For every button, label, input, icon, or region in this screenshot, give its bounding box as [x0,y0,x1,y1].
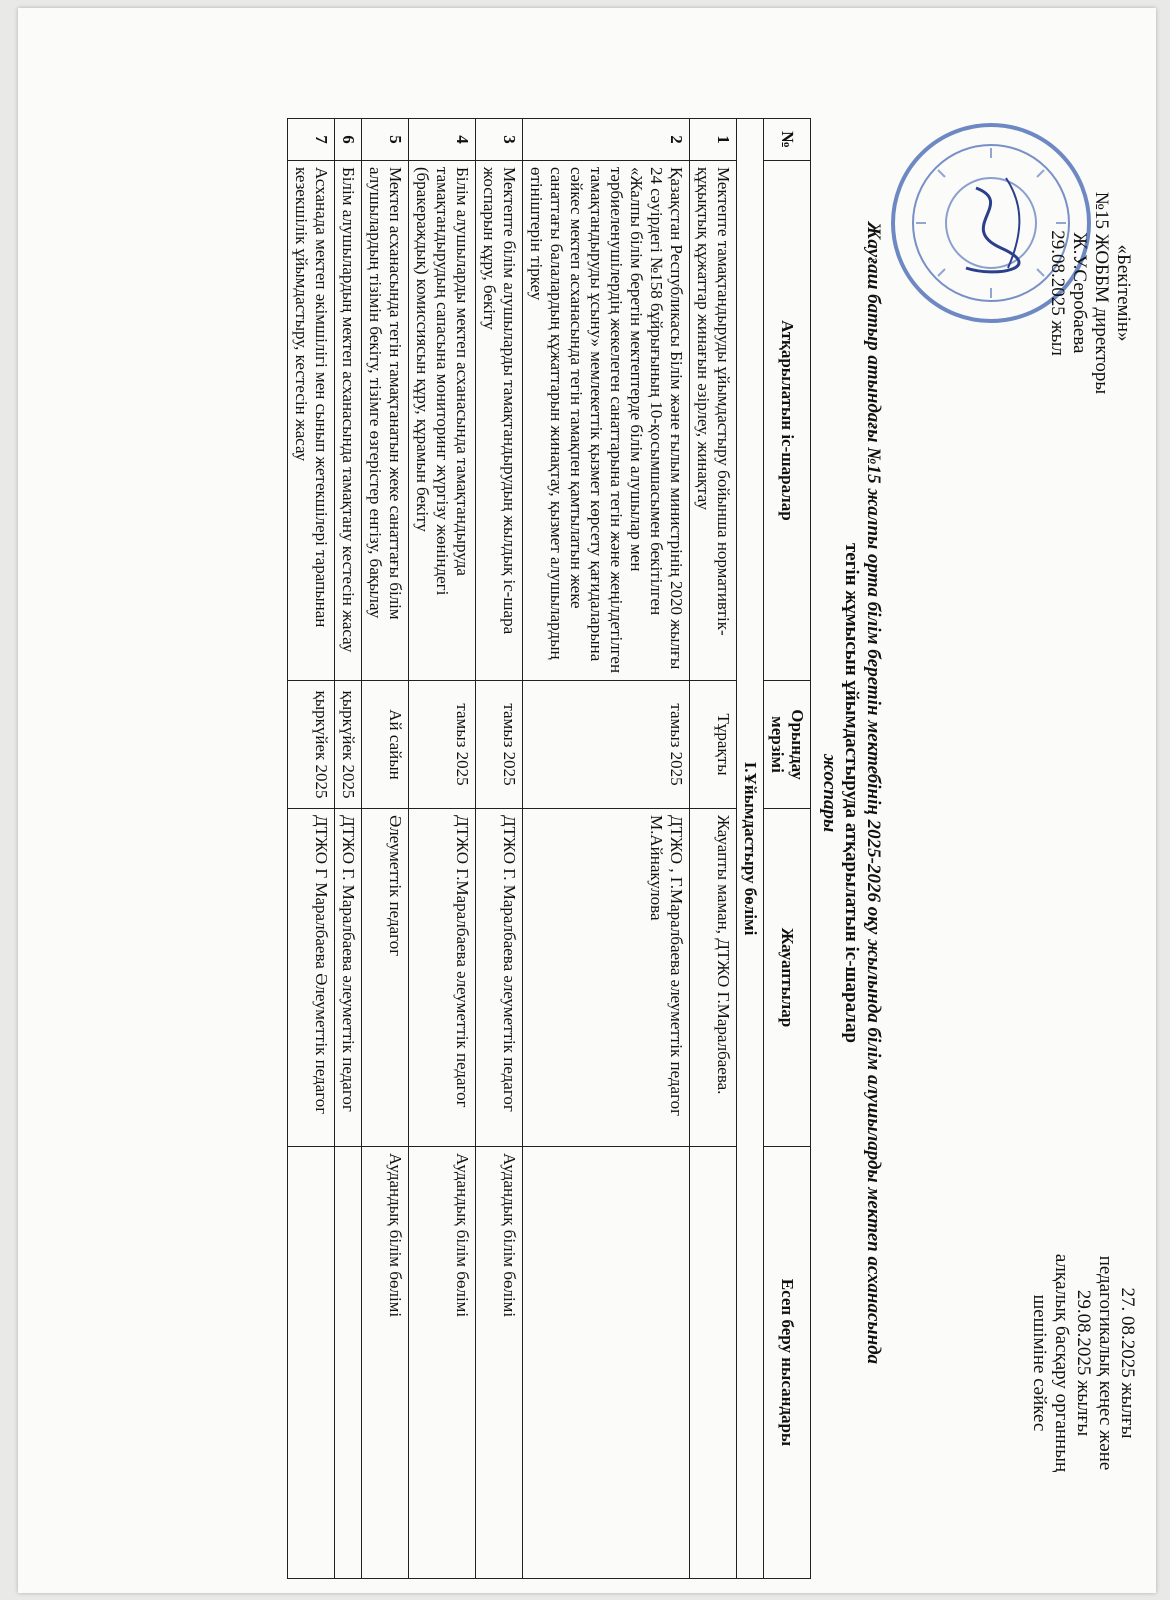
row-report [523,1147,690,1579]
row-activity: Мектепте білім алушыларды тамақтандырудың жылдық іс-шара жоспарын құру, бекіту [476,161,523,681]
table-row [409,119,476,1579]
row-report: Аудандық білім бөлімі [362,1147,409,1579]
row-activity: Білім алушылардың мектеп асханасында тамақтану кестесін жасау [335,161,362,681]
approval-line-2: педагогикалық кеңес және [1095,1255,1116,1471]
table-row [362,119,409,1579]
document-page [18,8,1156,1593]
table-row [523,119,690,1579]
row-responsible: ДТЖО Г. Маралбаева әлеуметтік педагог [476,809,523,1147]
approval-line-4: алқалық басқару органның [1051,1253,1072,1473]
row-responsible: Жауапты маман, ДТЖО Г.Маралбаева. [690,809,737,1147]
table-row [690,119,737,1579]
stamp-line-3: Ж.У.Серобаева [1069,232,1090,354]
approval-note [1028,1198,1138,1528]
approval-line-3: 29.08.2025 жылғы [1073,1289,1094,1437]
row-number: 3 [476,119,523,161]
row-responsible: ДТЖО , Г.Маралбаева әлеуметтік педагог М.Айнакулова [523,809,690,1147]
table-row [476,119,523,1579]
header-activity: Атқарылатын іс-шаралар [764,161,811,681]
plan-heading: жоспары [819,753,840,833]
row-deadline: тамыз 2025 [476,681,523,809]
row-number: 1 [690,119,737,161]
row-report [335,1147,362,1579]
row-number: 7 [288,119,335,161]
row-responsible: ДТЖО Г Маралбаева Әлеуметтік педагог [288,809,335,1147]
row-number: 4 [409,119,476,161]
row-deadline: Ай сайын [362,681,409,809]
row-deadline: тамыз 2025 [409,681,476,809]
header-deadline: Орындау мерзімі [764,681,811,809]
row-deadline: қыркүйек 2025 [288,681,335,809]
document-title: Жауғаш батыр атындағы №15 жалпы орта білім беретін мектебінің 2025-2026 оқу жылында білім алушыларды мектеп асханасында [863,221,884,1365]
row-activity: Қазақстан Республикасы Білім және ғылым министрінің 2020 жылғы 24 сәуірдегі №158 бұйрығының 10-қосымшасымен бекітілген «Жалпы білім беретін мектептерде білім алушылар мен тәрбиеленушілердің жекелеген санаттарына тегін және жеңілдетілген тамақтандыруды ұсыну» мемлекеттік қызмет көрсету қағидаларына сәйкес мектеп асханасында тегін тамақпен қамтылатын жеке санаттағы балалардың құжаттарын жинақтау, қызмет алушылардың өтініштерін тіркеу [523,161,690,681]
row-number: 2 [523,119,690,161]
rotated-document [18,8,1156,1593]
row-responsible: Әлеуметтік педагог [362,809,409,1147]
row-responsible: ДТЖО Г.Маралбаева әлеуметтік педагог [409,809,476,1147]
header-number: № [764,119,811,161]
table-row [335,119,362,1579]
row-activity: Мектепте тамақтандыруды ұйымдастыру бойынша нормативтік-құқықтық құжаттар жинағын әзірлеу, жинақтау [690,161,737,681]
document-subtitle: тегін жұмысын ұйымдастыруда атқарылатын іс-шаралар [841,542,862,1044]
stamp-line-1: «Бекітемін» [1113,244,1134,342]
row-deadline: тамыз 2025 [523,681,690,809]
activity-plan-table [287,118,811,1579]
row-activity: Асханада мектеп әкімшілігі мен сынып жетекшілері тарапынан кезекшілік ұйымдастыру, кестесін жасау [288,161,335,681]
table-header-row [764,119,811,1579]
row-deadline: Тұрақты [690,681,737,809]
stamp-line-2: №15 ЖОББМ директоры [1091,191,1112,395]
row-report [690,1147,737,1579]
header-report: Есеп беру нысандары [764,1147,811,1579]
table-row [288,119,335,1579]
row-responsible: ДТЖО Г. Маралбаева әлеуметтік педагог [335,809,362,1147]
approval-line-5: шешіміне сәйкес [1029,1294,1050,1432]
row-deadline: қыркүйек 2025 [335,681,362,809]
row-number: 5 [362,119,409,161]
row-report: Аудандық білім бөлімі [409,1147,476,1579]
section-row [737,119,764,1579]
row-activity: Білім алушыларды мектеп асханасында тамақтандыруда тамақтандырудың сапасына мониторинг жүргізу жөніндегі (бракераждық) комиссиясын құру, құрамын бекіту [409,161,476,681]
row-number: 6 [335,119,362,161]
row-report [288,1147,335,1579]
header-responsible: Жауаптылар [764,809,811,1147]
stamp-line-4: 29.08.2025 жыл [1047,230,1068,356]
row-report: Аудандық білім бөлімі [476,1147,523,1579]
approval-line-1: 27. 08.2025 жылғы [1117,1287,1138,1439]
approval-stamp-text [1046,128,1134,458]
row-activity: Мектеп асханасында тегін тамақтанатын жеке санаттағы білім алушылардың тізімін бекіту, тізімге өзгерістер енгізу, бақылау [362,161,409,681]
section-title: I.Ұйымдастыру бөлімі [737,119,764,1579]
